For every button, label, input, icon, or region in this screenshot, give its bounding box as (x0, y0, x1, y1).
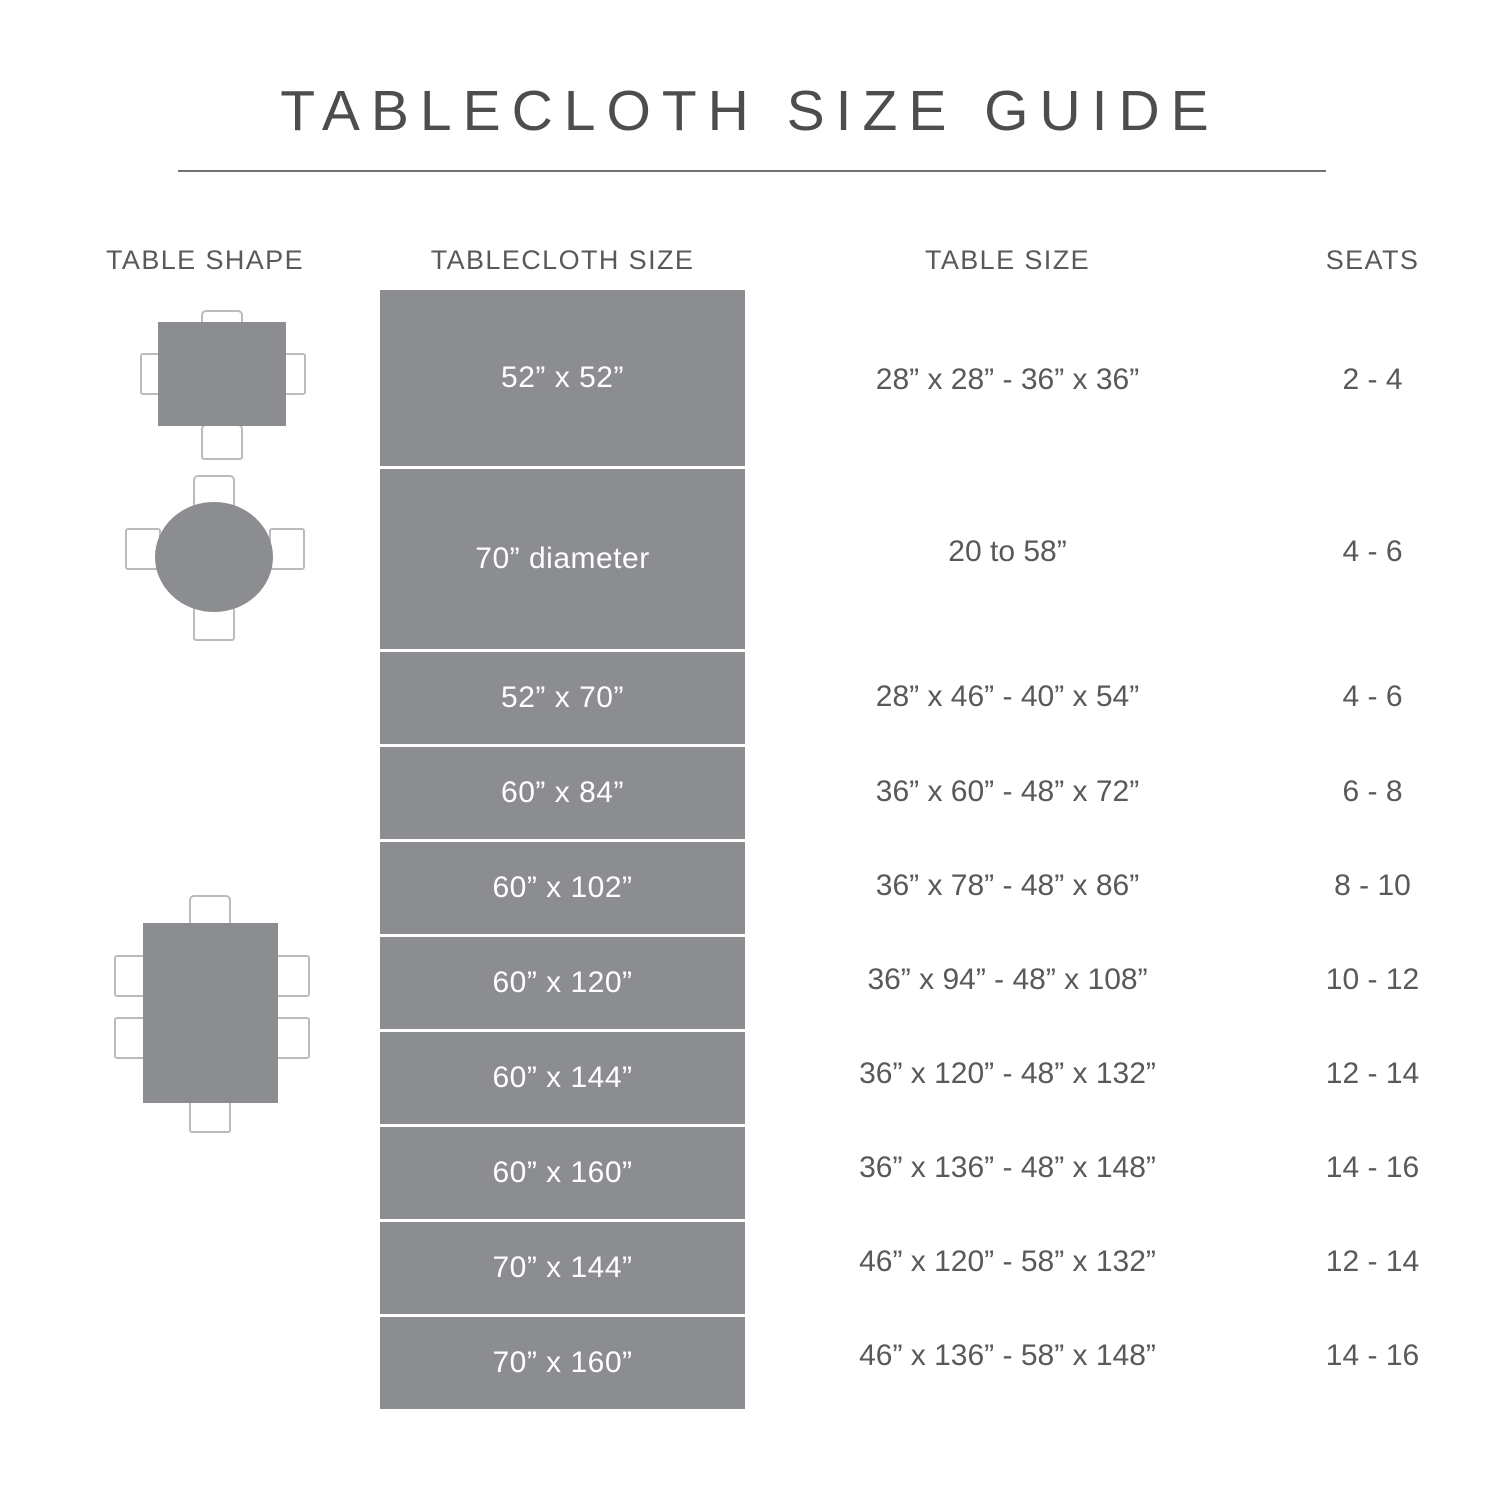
seats-cell: 4 - 6 (1342, 535, 1403, 568)
table-size-cell: 28” x 46” - 40” x 54” (875, 680, 1140, 713)
tablecloth-size-cell: 60” x 102” (380, 842, 745, 937)
column-header-table-size: TABLE SIZE (924, 245, 1091, 275)
tablecloth-size-cell: 52” x 52” (380, 290, 745, 469)
table-size-cell: 36” x 120” - 48” x 132” (859, 1057, 1156, 1090)
seats-cell: 12 - 14 (1325, 1057, 1420, 1090)
tablecloth-size-column (380, 290, 745, 1409)
table-size-cell: 36” x 136” - 48” x 148” (859, 1151, 1156, 1184)
seats-cell: 2 - 4 (1342, 363, 1403, 396)
tablecloth-size-cell: 60” x 120” (380, 937, 745, 1032)
tablecloth-size-cell: 70” x 144” (380, 1222, 745, 1317)
table-size-cell: 36” x 60” - 48” x 72” (875, 775, 1140, 808)
seats-cell: 14 - 16 (1325, 1339, 1420, 1372)
tablecloth-size-cell: 60” x 144” (380, 1032, 745, 1127)
table-size-cell: 28” x 28” - 36” x 36” (875, 363, 1140, 396)
table-size-cell: 36” x 78” - 48” x 86” (875, 869, 1140, 902)
seats-cell: 4 - 6 (1342, 680, 1403, 713)
table-size-cell: 36” x 94” - 48” x 108” (867, 963, 1148, 996)
tablecloth-size-cell: 70” diameter (380, 469, 745, 652)
seats-cell: 8 - 10 (1334, 869, 1411, 902)
tablecloth-size-cell: 60” x 84” (380, 747, 745, 842)
round-table-icon (122, 475, 322, 650)
column-header-tablecloth-size: TABLECLOTH SIZE (430, 245, 695, 275)
seats-cell: 14 - 16 (1325, 1151, 1420, 1184)
seats-cell: 12 - 14 (1325, 1245, 1420, 1278)
column-header-table-shape: TABLE SHAPE (106, 245, 304, 275)
table-size-cell: 46” x 136” - 58” x 148” (859, 1339, 1156, 1372)
rectangle-table-icon (112, 895, 322, 1135)
page-title: TABLECLOTH SIZE GUIDE (280, 79, 1220, 143)
tablecloth-size-cell: 52” x 70” (380, 652, 745, 747)
seats-cell: 10 - 12 (1325, 963, 1420, 996)
table-size-cell: 46” x 120” - 58” x 132” (859, 1245, 1156, 1278)
tablecloth-size-cell: 70” x 160” (380, 1317, 745, 1409)
seats-cell: 6 - 8 (1342, 775, 1403, 808)
title-divider (178, 170, 1326, 172)
tablecloth-size-cell: 60” x 160” (380, 1127, 745, 1222)
table-size-cell: 20 to 58” (948, 535, 1067, 568)
square-table-icon (140, 310, 310, 460)
column-header-seats: SEATS (1325, 245, 1420, 275)
